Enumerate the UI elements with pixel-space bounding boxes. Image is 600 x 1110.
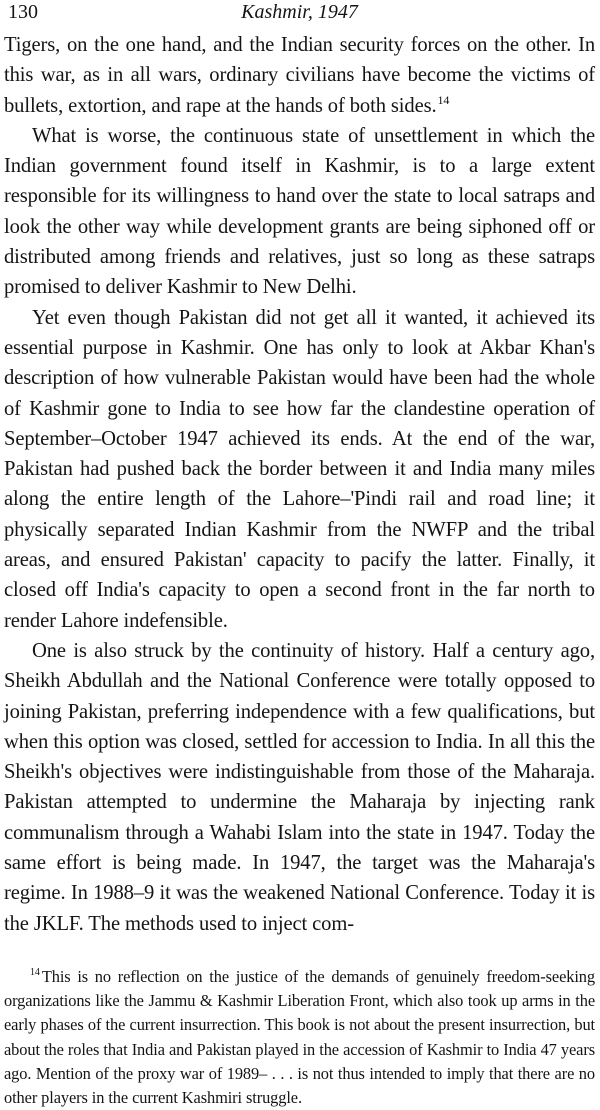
footnote-text: This is no reflection on the justice of the demands of genuinely freedom-seeking organizations like the Jammu & Kashmir Liberation Front, which also took up arms in the early phases of the current insurrection. This book is not about the present insurrection, but about the roles that India and Pakistan played in the accession of Kashmir to India 47 years ago. Mention of the proxy war of 1989– . . . is not thus intended to imply that there are no other players in the current Kashmiri struggle. (4, 966, 595, 1107)
footnote-number: 14 (30, 967, 40, 979)
footnote-reference: 14 (437, 92, 450, 107)
paragraph-text: One is also struck by the continuity of history. Half a century ago, Sheikh Abdullah and the National Conference were totally opposed to joining Pakistan, preferring independence with a few qualifications, but when this option was closed, settled for accession to India. In all this the Sheikh's objectives were indistinguishable from those of the Maharaja. Pakistan attempted to undermine the Maharaja by injecting rank communalism through a Wahabi Islam into the state in 1947. Today the same effort is being made. In 1947, the target was the Maharaja's regime. In 1988–9 it was the weakened National Conference. Today it is the JKLF. The methods used to inject com- (4, 639, 595, 935)
body-text (4, 30, 595, 939)
paragraph (4, 30, 595, 121)
paragraph-text: What is worse, the continuous state of unsettlement in which the Indian government found itself in Kashmir, is to a large extent responsible for its willingness to hand over the state to local satraps and look the other way while development grants are being siphoned off or distributed among friends and relatives, just so long as these satraps promised to deliver Kashmir to New Delhi. (4, 124, 595, 299)
paragraph (4, 303, 595, 636)
page-header (4, 0, 595, 30)
paragraph-text: Yet even though Pakistan did not get all it wanted, it achieved its essential purpose in Kashmir. One has only to look at Akbar Khan's description of how vulnerable Pakistan would have been had the whole of Kashmir gone to India to see how far the clandestine operation of September–October 1947 achieved its ends. At the end of the war, Pakistan had pushed back the border between it and India many miles along the entire length of the Lahore–'Pindi rail and road line; it physically separated Indian Kashmir from the NWFP and the tribal areas, and ensured Pakistan' capacity to pacify the latter. Finally, it closed off India's capacity to open a second front in the far north to render Lahore indefensible. (4, 306, 595, 632)
page-number: 130 (8, 1, 38, 23)
footnote (4, 965, 595, 1110)
paragraph (4, 121, 595, 303)
paragraph-text: Tigers, on the one hand, and the Indian security forces on the other. In this war, as in all wars, ordinary civilians have become the victims of bullets, extortion, and rape at the hands of both sides. (4, 34, 595, 117)
running-title: Kashmir, 1947 (241, 1, 358, 23)
footnotes (4, 965, 595, 1110)
paragraph (4, 636, 595, 939)
